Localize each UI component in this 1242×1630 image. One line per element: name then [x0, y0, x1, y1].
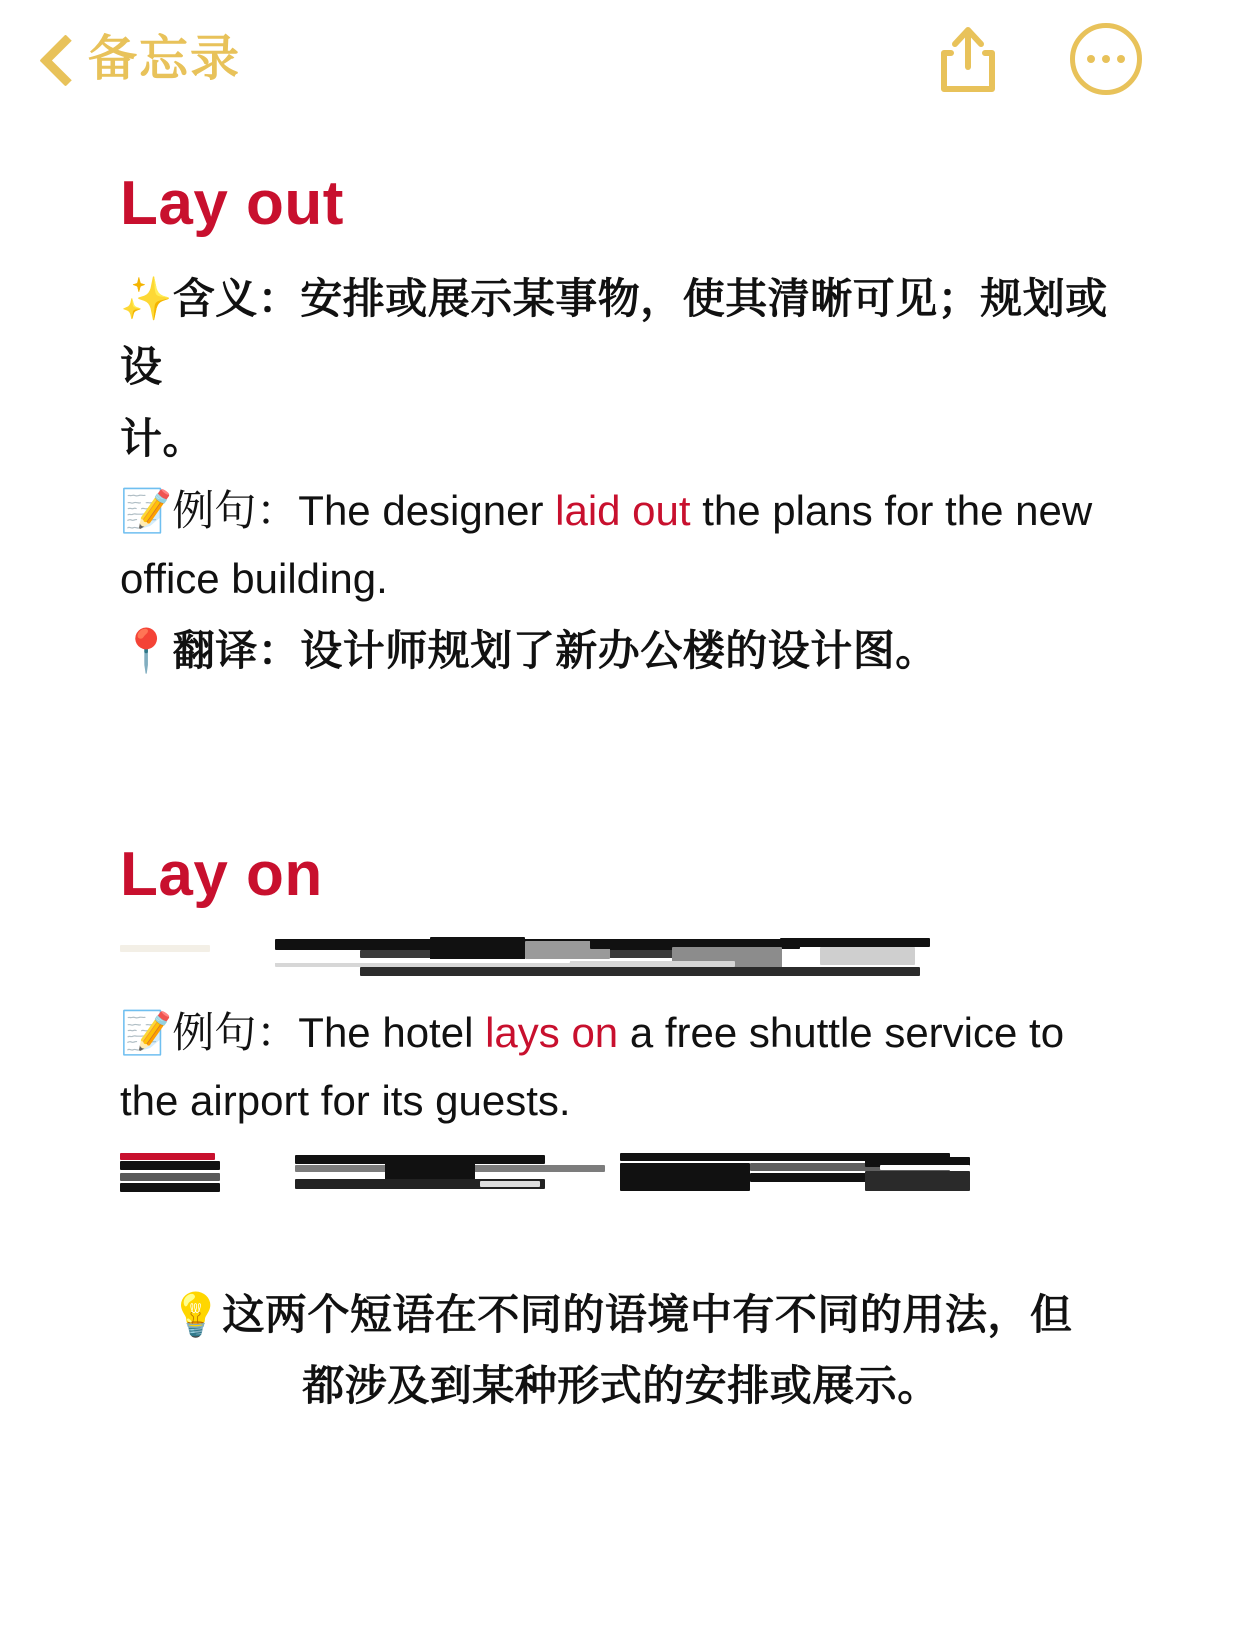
note-content	[0, 118, 1242, 1281]
note-section-lay-on	[120, 839, 1122, 1212]
note-section-lay-out	[120, 168, 1122, 685]
example-prefix: 📝例句：The designer	[120, 487, 556, 535]
top-navigation-bar	[0, 0, 1242, 118]
section-example	[120, 477, 1122, 613]
footer-spacer	[120, 1223, 1122, 1281]
example-highlight: lays on	[485, 1008, 619, 1056]
section-heading: Lay out	[120, 169, 344, 238]
example-suffix: a free shuttle service to the airport for its guests.	[120, 1008, 1065, 1124]
redacted-translation-strip	[120, 1151, 1122, 1213]
back-button[interactable]	[40, 33, 241, 85]
more-dot	[1102, 55, 1110, 63]
more-dot	[1087, 55, 1095, 63]
example-suffix: the plans for the new office building.	[120, 487, 1093, 603]
section-translation: 📍翻译：设计师规划了新办公楼的设计图。	[120, 627, 938, 675]
more-dot	[1117, 55, 1125, 63]
note-footer	[0, 1281, 1242, 1419]
more-ellipsis-icon[interactable]	[1070, 23, 1142, 95]
section-meaning-line-1: ✨含义：安排或展示某事物，使其清晰可见；规划或设	[120, 275, 1108, 391]
example-prefix: 📝例句：The hotel	[120, 1008, 486, 1056]
section-example	[120, 999, 1122, 1135]
footer-line-1: 💡这两个短语在不同的语境中有不同的用法，但	[169, 1290, 1073, 1338]
section-spacer	[120, 689, 1122, 839]
section-heading: Lay on	[120, 840, 323, 910]
nav-actions	[938, 23, 1202, 95]
section-meaning-line-2: 计。	[120, 415, 206, 463]
back-button-label: 备忘录	[88, 31, 242, 86]
footer-line-2: 都涉及到某种形式的安排或展示。	[302, 1362, 940, 1410]
redacted-meaning-strip	[120, 937, 1122, 989]
example-highlight: laid out	[555, 487, 691, 535]
chevron-left-icon	[40, 33, 74, 85]
share-icon[interactable]	[938, 25, 998, 93]
